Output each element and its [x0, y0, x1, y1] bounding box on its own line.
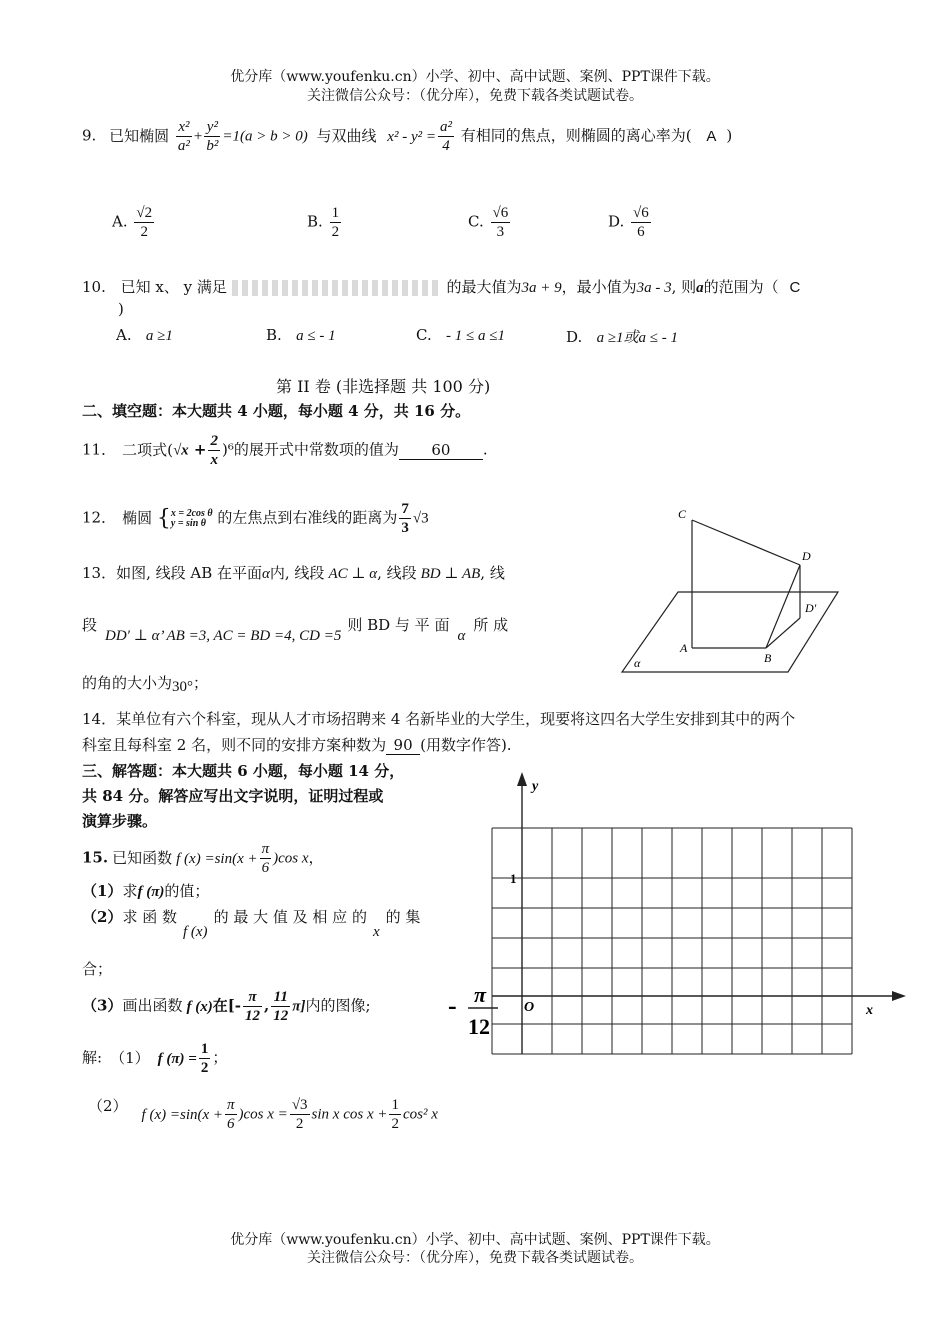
- fraction: $\frac{\pi}{6}$: [261, 841, 270, 876]
- y-axis-arrow: [517, 772, 527, 786]
- question-text: 的左焦点到右准线的距离为: [217, 508, 398, 527]
- question-14-line-1: 14．某单位有六个科室，现从人才市场招聘来 4 名新毕业的大学生，现要将这四名大学生安排到其中的两个: [82, 710, 796, 728]
- fraction: $\frac{1}{2}$: [391, 1097, 399, 1132]
- question-text: ): [726, 126, 733, 145]
- question-text: 已知 x、 y 满足: [120, 278, 227, 296]
- q9-options: [112, 204, 712, 254]
- equation: 3a + 9: [521, 280, 562, 296]
- q10-close: ): [118, 300, 124, 318]
- question-text: 的最大值为: [446, 278, 522, 296]
- question-text: , 则: [671, 278, 697, 296]
- option-a: A. $\frac{√2}{2}$: [112, 205, 153, 240]
- neg-pi: π: [474, 982, 487, 1007]
- question-text: 的展开式中常数项的值为: [233, 440, 399, 459]
- answer-blank: 60: [399, 441, 483, 460]
- question-text: ，最小值为: [561, 278, 637, 296]
- footer-line-2: 关注微信公众号：（优分库），免费下载各类试题试卷。: [307, 1250, 643, 1266]
- option-b: B. a ≤ - 1: [266, 326, 336, 344]
- label-d: D: [802, 549, 811, 563]
- label-b: B: [764, 651, 772, 665]
- garbled-constraint-system: [232, 280, 442, 296]
- section-2-heading: 二、填空题：本大题共 4 小题，每小题 4 分，共 16 分。: [82, 402, 471, 420]
- footer-line-1: 优分库（www.youfenku.cn）小学、初中、高中试题、案例、PPT课件下载。: [230, 1232, 720, 1248]
- segment-cd: [692, 520, 800, 565]
- question-text: 椭圆: [122, 508, 153, 527]
- question-number: 11．: [82, 440, 117, 459]
- question-text: 与双曲线: [316, 126, 377, 145]
- question-15-part-2-cont: 合；: [82, 960, 113, 978]
- header-line-2: 关注微信公众号：（优分库），免费下载各类试题试卷。: [307, 88, 643, 104]
- question-number: 15.: [82, 848, 109, 867]
- option-b: B. $\frac{1}{2}$: [307, 205, 340, 240]
- solution-2: （2） f (x) =sin(x + $\frac{\pi}{6}$ )cos x = $\frac{√3}{2}$ sin x cos x + $\frac{1}{2}$ cos² x: [88, 1096, 438, 1132]
- equation: 3a - 3: [636, 280, 672, 296]
- fraction: $\frac{\text{y²}}{\text{b²}}$: [206, 119, 219, 154]
- answer: 30°: [172, 679, 194, 695]
- section-3-line-3: 演算步骤。: [82, 812, 158, 830]
- solution-1: 解: （1） f (π) = $\frac{1}{2}$ ；: [82, 1041, 228, 1076]
- question-15-part-3: （3）画出函数 f (x)在[- $\frac{\pi}{12}$ , $\frac{11}{12}$ π]内的图像;: [82, 989, 371, 1024]
- label-a: A: [680, 641, 688, 655]
- neg-12: 12: [468, 1014, 490, 1039]
- fraction: $\frac{\pi}{12}$: [245, 989, 261, 1024]
- question-text: 已知椭圆: [109, 126, 170, 145]
- label-d-prime: D′: [805, 601, 817, 615]
- option-d: D. a ≥1或a ≤ - 1: [566, 328, 679, 346]
- option-c: C. - 1 ≤ a ≤1: [416, 326, 505, 344]
- answer: √3: [412, 510, 429, 527]
- segment-bd: [766, 565, 800, 648]
- question-13-line-3: 的角的大小为30°；: [82, 674, 209, 695]
- option-c: C. $\frac{√6}{3}$: [468, 205, 509, 240]
- question-11: 11． 二项式(√x + $\frac{2}{x}$ )⁶的展开式中常数项的值为 60 .: [82, 433, 488, 468]
- question-number: 12．: [82, 508, 117, 527]
- grid-lines: [492, 778, 902, 1054]
- y-axis-label: y: [532, 779, 539, 794]
- x-axis-arrow: [892, 991, 906, 1001]
- neg-sign: -: [448, 991, 457, 1020]
- geometry-figure: [618, 500, 848, 685]
- label-alpha: α: [634, 656, 641, 670]
- question-13-line-2: 段DD′ ⊥ α’ AB =3, AC = BD =4, CD =5则 BD 与 平 面α所 成: [82, 616, 509, 644]
- question-14-line-2: 科室且每科室 2 名，则不同的安排方案种数为 90 (用数字作答).: [82, 736, 512, 754]
- fraction: $\frac{\text{x²}}{\text{a²}}$: [177, 119, 190, 154]
- fraction: $\frac{√3}{2}$: [291, 1097, 308, 1132]
- parametric-system: x = 2cos θ y = sin θ: [170, 507, 213, 529]
- section-3-line-1: 三、解答题：本大题共 6 小题，每小题 14 分，: [82, 762, 405, 780]
- question-10: [82, 276, 800, 297]
- answer-fraction: $\frac{7}{3}$: [401, 501, 409, 536]
- tick-one: 1: [510, 871, 517, 886]
- section-3-line-2: 共 84 分。解答应写出文字说明，证明过程或: [82, 787, 384, 805]
- equation: )⁶: [221, 440, 234, 459]
- answer: A: [706, 127, 717, 145]
- equation: x² - y² =: [387, 128, 436, 145]
- question-text: 有相同的焦点，则椭圆的离心率为(: [460, 126, 692, 145]
- answer: C: [789, 279, 801, 296]
- fraction: $\frac{11}{12}$: [273, 989, 289, 1024]
- question-15-part-2: （2）求 函 数f (x)的 最 大 值 及 相 应 的x的 集: [82, 908, 421, 940]
- question-15-part-1: （1）求f (π)的值；: [82, 882, 210, 900]
- equation: =1(a > b > 0): [222, 128, 308, 145]
- x-axis-label: x: [866, 1003, 873, 1018]
- origin-label: O: [524, 1000, 535, 1015]
- question-15: 15. 已知函数 f (x) =sin(x + $\frac{\pi}{6}$ )cos x，: [82, 841, 324, 876]
- segment-bd-prime: [766, 618, 800, 648]
- fraction: $\frac{2}{x}$: [210, 433, 218, 468]
- variable: a: [696, 280, 704, 296]
- fraction: $\frac{\pi}{6}$: [227, 1097, 235, 1132]
- fraction: $\frac{\text{a²}}{4}$: [439, 119, 452, 154]
- label-c: C: [678, 507, 687, 521]
- question-text: 的范围为（: [703, 278, 779, 296]
- header-line-1: 优分库（www.youfenku.cn）小学、初中、高中试题、案例、PPT课件下载。: [230, 69, 720, 85]
- question-9: 9. 已知椭圆 $\frac{\text{x²}}{\text{a²}}$ + $\frac{\text{y²}}{\text{b²}}$ =1(a > b > 0) 与双曲线 x² - y² = $\frac{\text{a²}}{4}$ 有相同的焦点，则椭圆的离心率为( A ): [82, 119, 733, 154]
- question-13-line-1: 13．如图, 线段 AB 在平面α内, 线段 AC ⊥ α, 线段 BD ⊥ AB, 线: [82, 564, 505, 582]
- answer-blank: 90: [386, 736, 420, 755]
- question-number: 10.: [82, 278, 106, 296]
- question-text: 二项式(: [122, 440, 173, 459]
- question-12: 12． 椭圆 { x = 2cos θ y = sin θ 的左焦点到右准线的距离为 $\frac{7}{3}$ √3: [82, 501, 429, 536]
- equation: √x: [172, 442, 189, 459]
- part-2-title: 第 II 卷 (非选择题 共 100 分): [276, 377, 491, 396]
- q10-options: [116, 326, 736, 348]
- option-d: D. $\frac{√6}{6}$: [608, 205, 649, 240]
- coordinate-grid: [440, 770, 910, 1060]
- option-a: A. a ≥1: [116, 326, 173, 344]
- fraction: $\frac{1}{2}$: [200, 1041, 209, 1076]
- question-number: 9.: [82, 126, 97, 145]
